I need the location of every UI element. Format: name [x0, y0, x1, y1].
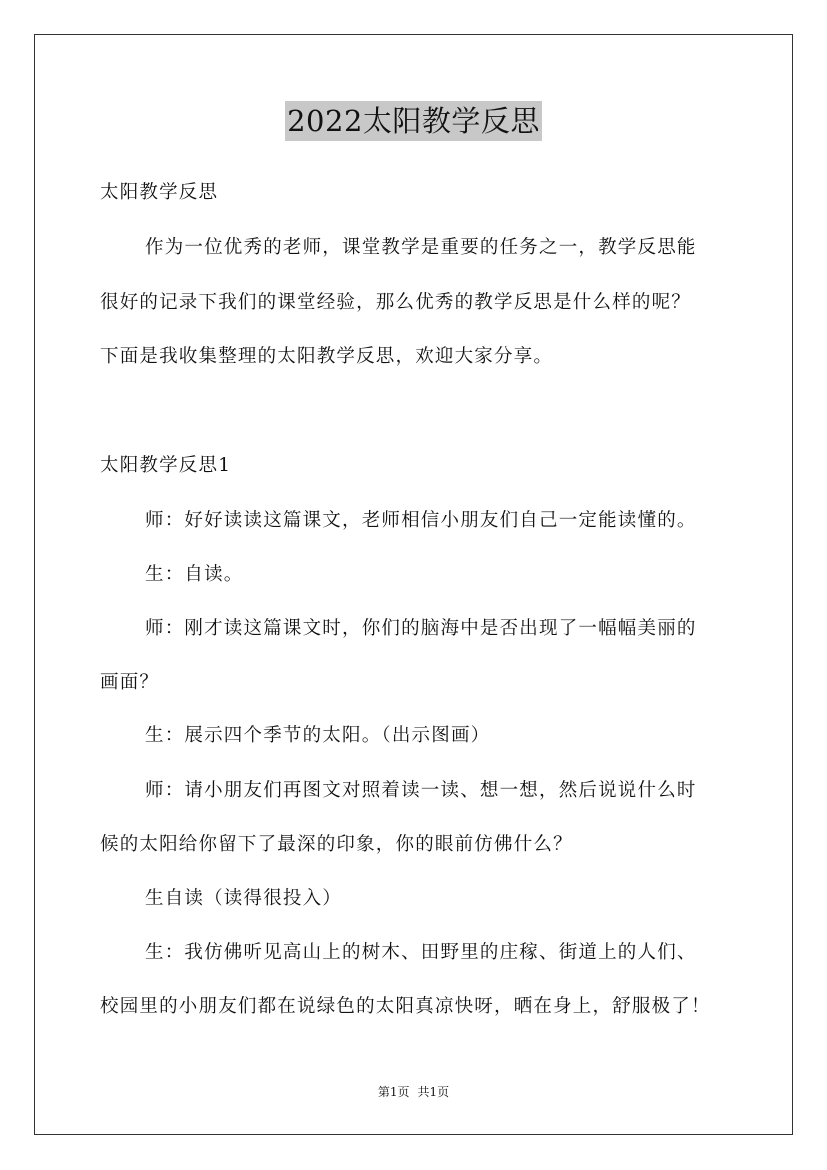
- body-line: 生：自读。: [145, 564, 244, 585]
- document-title: 2022太阳教学反思: [285, 101, 542, 141]
- body-line: 校园里的小朋友们都在说绿色的太阳真凉快呀，晒在身上，舒服极了！: [100, 996, 711, 1017]
- body-line: 生：展示四个季节的太阳。（出示图画）: [145, 725, 491, 746]
- subtitle: 太阳教学反思: [100, 182, 219, 203]
- intro-line: 下面是我收集整理的太阳教学反思，欢迎大家分享。: [100, 346, 554, 367]
- intro-line: 很好的记录下我们的课堂经验，那么优秀的教学反思是什么样的呢？: [100, 292, 692, 313]
- body-line: 师：请小朋友们再图文对照着读一读、想一想，然后说说什么时: [145, 780, 697, 801]
- page-number: 第1页: [377, 1085, 410, 1099]
- body-line: 生：我仿佛听见高山上的树木、田野里的庄稼、街道上的人们、: [145, 942, 697, 963]
- intro-line: 作为一位优秀的老师，课堂教学是重要的任务之一，教学反思能: [145, 237, 697, 258]
- section-heading: 太阳教学反思1: [100, 455, 232, 476]
- body-line: 师：刚才读这篇课文时，你们的脑海中是否出现了一幅幅美丽的: [145, 618, 697, 639]
- body-line: 生自读（读得很投入）: [145, 888, 343, 909]
- page-total: 共1页: [417, 1085, 450, 1099]
- body-line: 候的太阳给你留下了最深的印象，你的眼前仿佛什么？: [100, 834, 573, 855]
- body-line: 画面？: [100, 672, 160, 693]
- title-container: [0, 101, 827, 141]
- body-line: 师：好好读读这篇课文，老师相信小朋友们自己一定能读懂的。: [145, 510, 697, 531]
- page-footer: [0, 1084, 827, 1100]
